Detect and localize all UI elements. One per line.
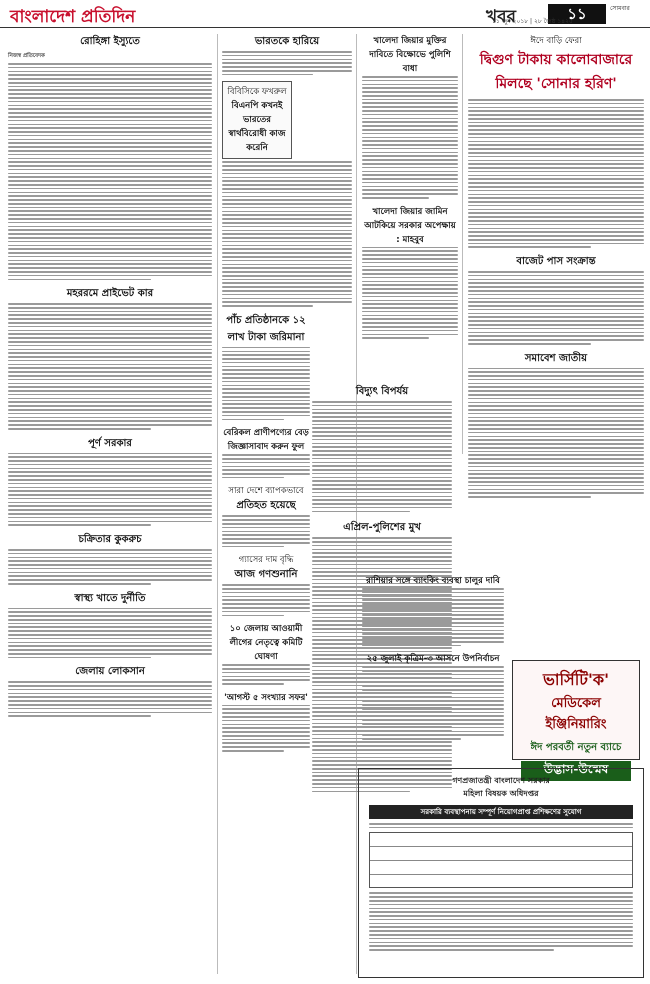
article-body <box>222 51 352 75</box>
article-headline: ভারতকে হারিয়ে <box>254 36 320 47</box>
article-body <box>362 76 458 199</box>
article-headline: চক্রিতার কুকরুচ <box>78 533 142 545</box>
article-headline: রাশিয়ার সঙ্গে ব্যাংকিং ব্যবস্থা চালুর দাবি <box>366 576 500 586</box>
ad-subtitle: মেডিকেল <box>551 696 601 711</box>
article-body <box>222 584 310 616</box>
article-headline: ১০ জেলায় আওয়ামী লীগের নেতৃত্বে কমিটি ঘোষণা <box>229 624 303 663</box>
article-headline: পূর্ণ সরকার <box>88 437 132 449</box>
article-headline: বাজেট পাস সংক্রান্ত <box>516 256 596 268</box>
notice-department: মহিলা বিষয়ক অধিদপ্তর <box>463 789 539 798</box>
article-headline: 'আগস্ট ৫ সংখ্যার সফর' <box>224 692 308 703</box>
article-byline: নিজস্ব প্রতিবেদক <box>8 53 45 59</box>
ad-offer: ঈদ পরবর্তী নতুন ব্যাচে <box>530 742 622 753</box>
article-headline: খালেদা জিয়ার মুক্তির দাবিতে বিক্ষোভে পুলিশি বাধা <box>369 36 451 74</box>
article-body <box>468 368 644 498</box>
article-headline: দ্বিগুণ টাকায় কালোবাজারে মিলছে 'সোনার হরিণ' <box>479 52 633 92</box>
article-body <box>222 705 310 752</box>
article-headline: স্বাস্থ্য খাতে দুর্নীতি <box>74 592 146 604</box>
ad-brand: উদ্ভাস-উন্মেষ <box>521 761 631 781</box>
article-body <box>8 63 212 280</box>
article-headline: বেরিকল প্রাণীপণ্যের বেড় জিজ্ঞাসাবাদ করুন ফুল <box>223 428 309 453</box>
article-kicker: ঈদে বাড়ি ফেরা <box>530 36 582 46</box>
article-body <box>8 453 212 526</box>
notice-table <box>369 832 633 888</box>
advertisement-varsity <box>512 660 640 776</box>
article-body <box>222 454 310 478</box>
notice-title: গণপ্রজাতন্ত্রী বাংলাদেশ সরকার <box>452 776 550 785</box>
article-kicker: বিবিসিকে ফখরুল <box>227 87 287 98</box>
article-headline: বিদ্যুৎ বিপর্যয় <box>355 386 409 397</box>
article-body <box>8 303 212 429</box>
notice-banner: সরকারি ব্যবস্থাপনায় সম্পূর্ণ নিয়োগপ্রাপ্ত প্রশিক্ষণের সুযোগ <box>369 805 633 819</box>
article-body <box>312 401 452 512</box>
article-headline: মহররমে প্রাইভেট কার <box>66 288 154 300</box>
article-headline: পাঁচ প্রতিষ্ঠানকে ১২ লাখ টাকা জরিমানা <box>226 314 306 343</box>
article-headline: সমাবেশ জাতীয় <box>524 352 588 364</box>
article-headline: এপ্রিল-পুলিশের মুখ <box>343 522 421 534</box>
article-body <box>468 99 644 248</box>
column-left <box>8 34 212 719</box>
article-headline: আজ গণশুনানি <box>234 569 298 581</box>
ad-title: ভার্সিটি'ক' <box>543 670 609 689</box>
section-title: খবর <box>486 7 516 27</box>
article-kicker: সারা দেশে ব্যাপকভাবে <box>228 486 304 497</box>
notice-body <box>359 892 643 950</box>
article-body <box>8 608 212 659</box>
ad-subtitle: ইঞ্জিনিয়ারিং <box>545 717 607 732</box>
article-body <box>362 588 504 646</box>
government-notice <box>358 768 644 978</box>
column-divider <box>462 34 463 454</box>
article-body <box>362 666 504 739</box>
article-body <box>222 664 310 685</box>
column-divider <box>217 34 218 974</box>
article-body <box>222 515 310 547</box>
article-headline: ২৫ জুলাই কৃত্রিম-৩ আসনে উপনির্বাচন <box>366 654 500 665</box>
article-headline: জেলায় লোকসান <box>75 666 145 678</box>
date-label: ১১ জুন ২০১৮ | ২৮ জৈষ্ঠ ১৪২৫ <box>492 18 573 25</box>
article-headline: প্রতিহত হয়েছে <box>236 500 296 512</box>
article-body <box>362 247 458 339</box>
column-right <box>468 34 644 500</box>
article-body <box>222 347 310 420</box>
article-body <box>468 271 644 344</box>
article-body <box>222 159 352 306</box>
inset-box <box>222 81 292 159</box>
masthead <box>0 0 650 28</box>
article-headline: বিএনপি কখনই ভারতের স্বার্থবিরোধী কাজ করেনি <box>228 101 286 154</box>
day-label: সোমবার <box>610 5 630 12</box>
notice-body <box>359 823 643 828</box>
column-right-lower <box>362 574 504 742</box>
article-headline: খালেদা জিয়ার জামিন আটকিয়ে সরকার অপেক্ষায় : মাহবুব <box>364 206 456 245</box>
article-body <box>8 549 212 585</box>
article-kicker: গ্যাসের দাম বৃদ্ধি <box>238 555 294 566</box>
column-right-narrow <box>362 34 458 341</box>
article-headline: রোহিঙ্গা ইস্যুতে <box>80 36 140 47</box>
article-body <box>8 681 212 717</box>
page-number: ১১ <box>548 4 606 24</box>
newspaper-logo: বাংলাদেশ প্রতিদিন <box>10 7 136 27</box>
